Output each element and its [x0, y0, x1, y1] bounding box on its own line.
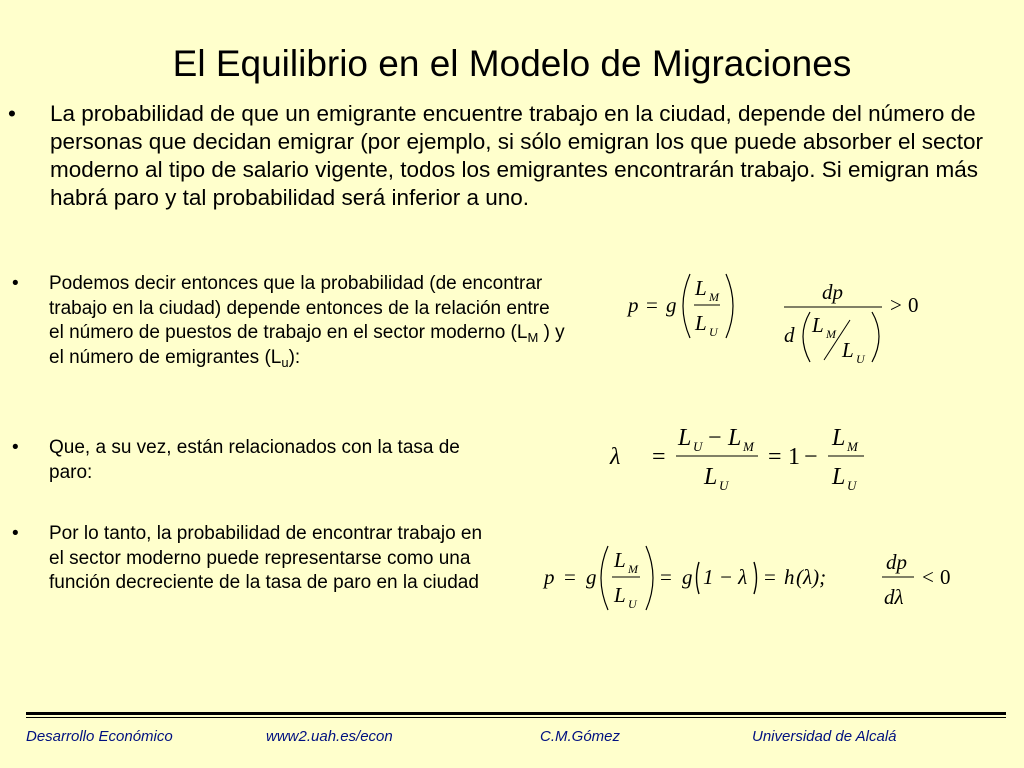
eq-g: g	[666, 293, 677, 317]
eq-lt: <	[922, 565, 934, 589]
bullet-text: Por lo tanto, la probabilidad de encontrar trabajo en el sector moderno puede representarse como una función decreciente de la tasa de paro en la ciudad	[49, 523, 483, 594]
eq-g: g	[682, 565, 693, 589]
eq-h: h	[784, 565, 795, 589]
eq-g: g	[586, 565, 597, 589]
eq-equals: =	[660, 565, 672, 589]
bullet-text: Podemos decir entonces que la probabilidad (de encontrar trabajo en la ciudad) depende entonces de la relación entre el número de puestos de trabajo en el sector moderno ($L_M$ ) y el número de emigrantes $(L_u)$:	[49, 273, 565, 370]
eq-p: p	[544, 565, 555, 589]
bullet-text: La probabilidad de que un emigrante encuentre trabajo en la ciudad, depende del número de personas que decidan emigrar (por ejemplo, si sólo emigran los que puede absorber el sector moderno al tipo de salario vigente, todos los emigrantes encontrarán trabajo. Si emigran más habrá paro y tal probabilidad será inferior a uno.	[50, 101, 984, 210]
eq-L-den: L	[695, 311, 707, 335]
eq-L: L	[832, 425, 846, 451]
eq-L: L	[704, 464, 718, 490]
footer-course: Desarrollo Económico	[26, 728, 173, 745]
equation-derivative-positive	[778, 278, 928, 368]
eq-equals: =	[564, 565, 576, 589]
bullet-text: Que, a su vez, están relacionados con la tasa de paro:	[49, 437, 460, 483]
eq-dp: dp	[886, 550, 907, 574]
eq-sub-M: M	[709, 290, 719, 304]
right-paren	[872, 312, 879, 362]
eq-equals: =	[768, 444, 782, 470]
bullet-icon: •	[12, 523, 19, 544]
equation-unemployment-rate	[596, 420, 876, 496]
eq-equals: =	[646, 293, 658, 317]
eq-L-num: L	[695, 276, 707, 300]
eq-sub-M: M	[628, 562, 638, 576]
left-paren	[601, 546, 608, 610]
eq-sub-U: U	[719, 478, 729, 493]
footer-university: Universidad de Alcalá	[752, 728, 897, 745]
eq-L: L	[728, 425, 742, 451]
eq-sub-U: U	[709, 325, 718, 339]
eq-sub-U: U	[628, 597, 637, 611]
eq-equals: =	[652, 444, 666, 470]
eq-L: L	[832, 464, 846, 490]
eq-sub-U: U	[847, 478, 857, 493]
eq-lambda: λ	[610, 444, 621, 470]
right-paren	[726, 274, 733, 338]
bullet-unemployment-relation	[8, 436, 478, 485]
eq-L-num: L	[812, 313, 824, 337]
eq-sub-M: M	[743, 439, 754, 454]
eq-one: 1	[788, 444, 800, 470]
footer-author: C.M.Gómez	[540, 728, 621, 745]
bullet-migration-probability	[8, 100, 998, 212]
eq-p: p	[628, 293, 639, 317]
eq-sub-U: U	[856, 352, 865, 366]
footer-divider	[26, 712, 1006, 718]
left-paren	[697, 562, 700, 594]
slide-title: El Equilibrio en el Modelo de Migraciones	[172, 43, 852, 84]
footer-url[interactable]: www2.uah.es/econ	[266, 728, 393, 745]
left-paren	[683, 274, 690, 338]
eq-L-den: L	[842, 338, 854, 362]
eq-sub-U: U	[693, 439, 703, 454]
eq-minus: −	[708, 425, 722, 451]
equation-probability-function	[536, 540, 846, 616]
eq-sub-M: M	[847, 439, 858, 454]
right-paren	[646, 546, 653, 610]
eq-d-lambda: dλ	[884, 585, 904, 609]
bullet-probability-relation	[8, 272, 568, 370]
eq-equals: =	[764, 565, 776, 589]
bullet-icon: •	[8, 101, 16, 126]
left-paren	[803, 312, 810, 362]
eq-dp: dp	[822, 280, 843, 304]
eq-d: d	[784, 323, 795, 347]
eq-h-arg: (λ);	[796, 565, 827, 589]
eq-one-minus-lambda: 1 − λ	[703, 565, 748, 589]
eq-minus: −	[804, 444, 818, 470]
equation-derivative-negative	[878, 548, 968, 612]
eq-sub-M: M	[826, 327, 836, 341]
eq-L-num: L	[614, 548, 626, 572]
eq-L-den: L	[614, 583, 626, 607]
eq-zero: 0	[908, 293, 919, 317]
bullet-decreasing-function	[8, 522, 488, 596]
equation-probability	[620, 268, 750, 344]
eq-zero: 0	[940, 565, 951, 589]
eq-gt: >	[890, 293, 902, 317]
right-paren	[754, 562, 757, 594]
bullet-icon: •	[12, 437, 19, 458]
eq-L: L	[678, 425, 692, 451]
bullet-icon: •	[12, 273, 19, 294]
